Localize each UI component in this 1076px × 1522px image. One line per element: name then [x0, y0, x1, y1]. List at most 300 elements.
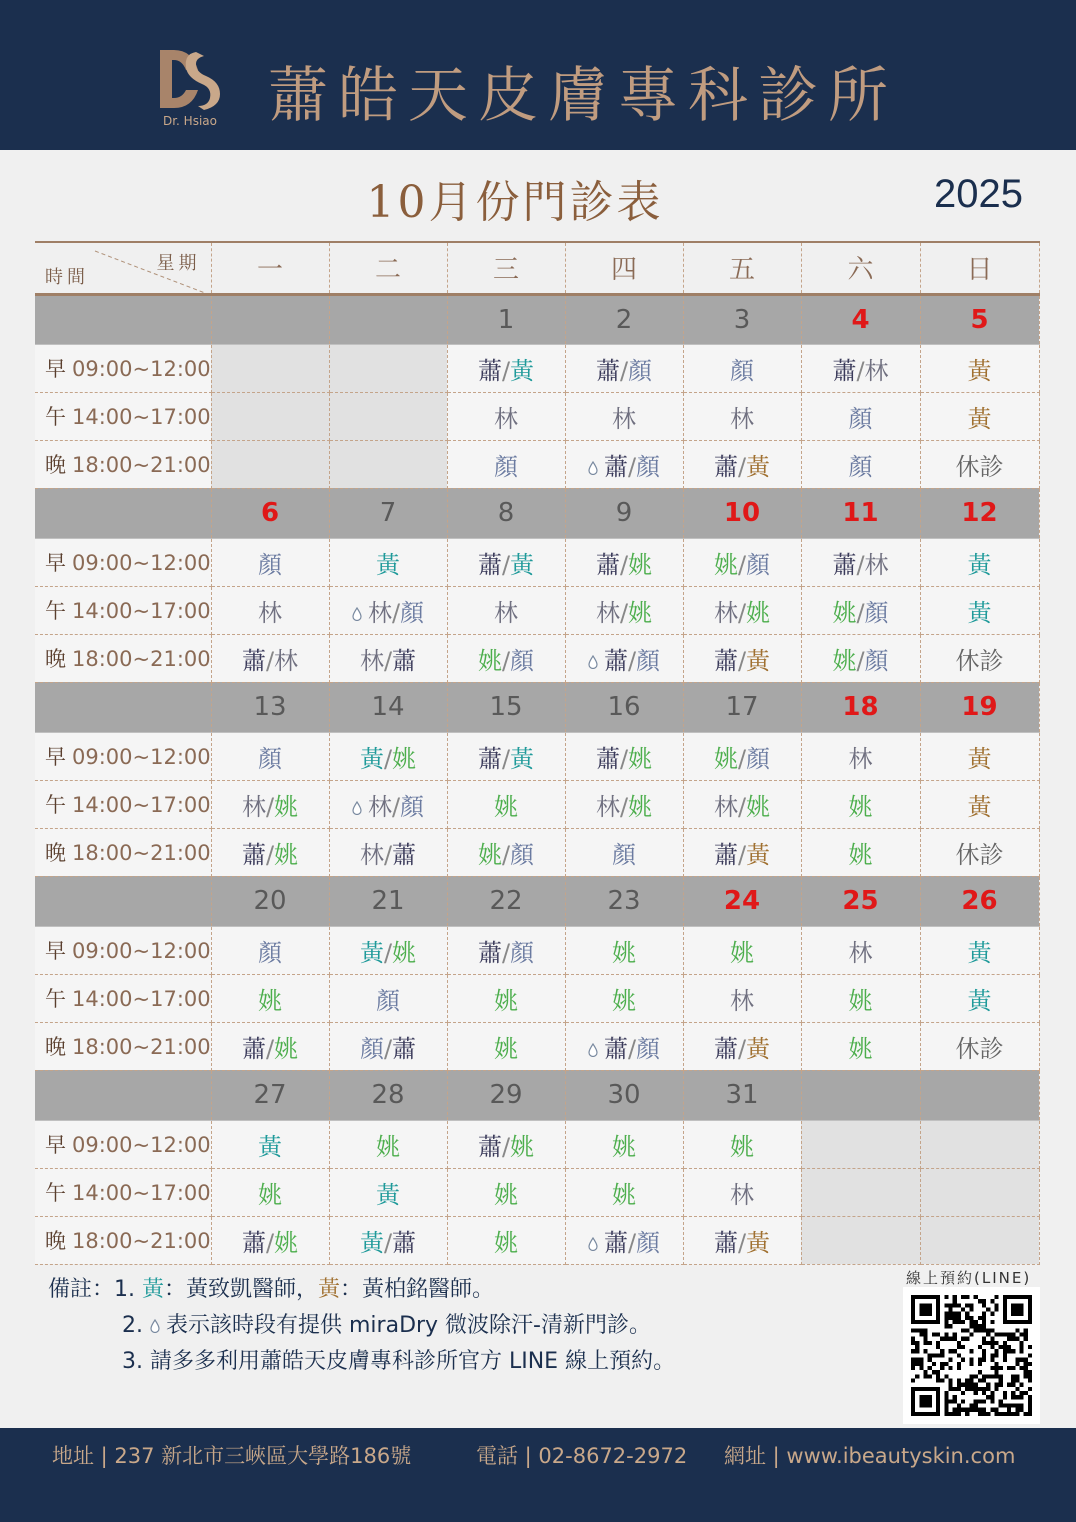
doctor-name: 顏 — [636, 1034, 661, 1063]
slot-time: 18:00~21:00 — [72, 1229, 211, 1253]
schedule-cell — [565, 538, 683, 586]
doctor-name: 林 — [359, 840, 384, 869]
schedule-cell — [920, 634, 1039, 682]
doctor-name: 黃 — [510, 356, 535, 385]
doctor-name: 姚 — [612, 1180, 636, 1209]
doctor-name: 顏 — [510, 938, 535, 967]
date-cell: 5 — [920, 294, 1039, 344]
doctor-name: 林 — [494, 598, 518, 627]
line-qr-code[interactable] — [903, 1287, 1040, 1424]
doctor-name: 黃 — [746, 840, 771, 869]
time-slot-label — [35, 1168, 211, 1216]
schedule-cell — [565, 732, 683, 780]
closed-label: 休診 — [955, 1034, 1004, 1063]
slot-name: 午 — [45, 405, 66, 429]
doctor-name: 姚 — [832, 646, 857, 675]
footer-website[interactable]: 網址 | www.ibeautyskin.com — [724, 1444, 1016, 1468]
schedule-cell — [683, 1216, 801, 1264]
time-slot-label — [35, 392, 211, 440]
schedule-cell — [211, 1120, 329, 1168]
doctor-name: 顏 — [510, 840, 535, 869]
time-slot-label — [35, 538, 211, 586]
schedule-cell — [683, 586, 801, 634]
doctor-name: 黃 — [967, 404, 992, 433]
schedule-cell — [447, 780, 565, 828]
empty-cell — [920, 1168, 1039, 1216]
slot-name: 早 — [45, 551, 66, 575]
date-cell: 16 — [565, 682, 683, 732]
doctor-name: 姚 — [628, 550, 653, 579]
schedule-cell — [565, 1168, 683, 1216]
doctor-name: 顏 — [258, 938, 282, 967]
separator: / — [501, 550, 511, 579]
date-row — [35, 876, 1039, 926]
note-line-3: 3. 請多多利用蕭皓天皮膚專科診所官方 LINE 線上預約。 — [122, 1349, 676, 1374]
weekday-header-row — [35, 242, 1039, 294]
schedule-cell — [211, 828, 329, 876]
date-row-spacer — [35, 682, 211, 732]
separator: / — [265, 1034, 275, 1063]
doctor-name: 林 — [730, 986, 754, 1015]
separator: / — [619, 744, 629, 773]
slot-name: 午 — [45, 599, 66, 623]
schedule-cell — [447, 828, 565, 876]
schedule-cell — [683, 538, 801, 586]
time-slot-row — [35, 634, 1039, 682]
year-label: 2025 — [934, 172, 1023, 216]
schedule-cell — [329, 1168, 447, 1216]
schedule-cell — [329, 974, 447, 1022]
footer-address: 地址 | 237 新北市三峽區大學路186號 — [52, 1444, 412, 1468]
slot-name: 早 — [45, 357, 66, 381]
qr-label: 線上預約(LINE) — [906, 1269, 1032, 1287]
doctor-name: 蕭 — [595, 356, 620, 385]
schedule-cell — [801, 586, 920, 634]
separator: / — [383, 744, 393, 773]
slot-time: 18:00~21:00 — [72, 453, 211, 477]
empty-cell — [329, 344, 447, 392]
corner-time-label: 時間 — [45, 266, 89, 288]
doctor-name: 黃 — [967, 744, 992, 773]
schedule-title — [0, 166, 1040, 230]
doctor-name: 蕭 — [241, 646, 266, 675]
date-cell: 11 — [801, 488, 920, 538]
schedule-cell — [329, 586, 447, 634]
corner-cell — [35, 242, 211, 294]
doctor-name: 林 — [713, 598, 738, 627]
date-row-spacer — [35, 1070, 211, 1120]
doctor-name: 黃 — [967, 986, 992, 1015]
schedule-cell — [447, 1216, 565, 1264]
doctor-name: 蕭 — [241, 1228, 266, 1257]
doctor-name: 蕭 — [477, 744, 502, 773]
weekday-thu: 四 — [565, 242, 683, 294]
schedule-cell — [211, 1216, 329, 1264]
schedule-cell — [801, 732, 920, 780]
separator: / — [737, 646, 747, 675]
empty-cell — [801, 1120, 920, 1168]
date-cell: 8 — [447, 488, 565, 538]
time-slot-label — [35, 586, 211, 634]
doctor-name: 黃 — [967, 598, 992, 627]
date-cell: 22 — [447, 876, 565, 926]
weekday-tue: 二 — [329, 242, 447, 294]
doctor-name: 姚 — [274, 840, 299, 869]
separator: / — [627, 1034, 637, 1063]
doctor-name: 姚 — [848, 1034, 873, 1063]
note-line-1 — [48, 1272, 675, 1308]
doctor-name: 顏 — [730, 356, 754, 385]
doctor-name: 姚 — [628, 744, 653, 773]
doctor-name: 黃 — [510, 744, 535, 773]
date-cell: 17 — [683, 682, 801, 732]
slot-name: 午 — [45, 793, 66, 817]
doctor-name: 黃 — [967, 356, 992, 385]
doctor-name: 姚 — [477, 646, 502, 675]
header-bar — [0, 0, 1076, 150]
doctor-name: 黃 — [746, 1034, 771, 1063]
separator: / — [737, 744, 747, 773]
schedule-cell — [447, 974, 565, 1022]
date-cell: 19 — [920, 682, 1039, 732]
date-row — [35, 294, 1039, 344]
doctor-name: 林 — [258, 598, 282, 627]
separator: / — [737, 452, 747, 481]
empty-cell — [211, 344, 329, 392]
schedule-cell — [211, 926, 329, 974]
doctor-name: 黃 — [359, 744, 384, 773]
doctor-name: 姚 — [258, 1180, 282, 1209]
separator: / — [501, 646, 511, 675]
date-cell: 24 — [683, 876, 801, 926]
doctor-name: 林 — [595, 598, 620, 627]
date-cell: 23 — [565, 876, 683, 926]
date-cell: 3 — [683, 294, 801, 344]
schedule-cell — [920, 586, 1039, 634]
doctor-name: 蕭 — [713, 1034, 738, 1063]
doctor-name: 顏 — [746, 744, 771, 773]
schedule-cell — [683, 1022, 801, 1070]
date-cell — [801, 1070, 920, 1120]
schedule-cell — [329, 732, 447, 780]
doctor-name: 顏 — [636, 452, 661, 481]
doctor-name: 林 — [367, 792, 392, 821]
doctor-name: 顏 — [400, 792, 425, 821]
doctor-name: 蕭 — [477, 356, 502, 385]
doctor-name: 蕭 — [477, 1132, 502, 1161]
schedule-cell — [683, 634, 801, 682]
doctor-name: 林 — [848, 938, 873, 967]
schedule-cell — [447, 586, 565, 634]
doctor-name: 林 — [367, 598, 392, 627]
doctor-name: 林 — [730, 404, 754, 433]
schedule-cell — [211, 780, 329, 828]
doctor-name: 蕭 — [603, 646, 628, 675]
slot-name: 晚 — [45, 647, 66, 671]
schedule-cell — [565, 440, 683, 488]
doctor-name: 顏 — [848, 452, 873, 481]
clinic-name: 蕭皓天皮膚專科診所 — [268, 61, 898, 131]
doctor-name: 蕭 — [713, 646, 738, 675]
doctor-name: 姚 — [746, 792, 771, 821]
date-cell: 10 — [683, 488, 801, 538]
schedule-cell — [920, 344, 1039, 392]
water-drop-icon — [150, 1319, 160, 1333]
doctor-name: 姚 — [494, 792, 518, 821]
doctor-name: 林 — [713, 792, 738, 821]
schedule-cell — [447, 1022, 565, 1070]
slot-time: 09:00~12:00 — [72, 357, 211, 381]
schedule-cell — [565, 344, 683, 392]
separator: / — [265, 1228, 275, 1257]
schedule-cell — [683, 732, 801, 780]
time-slot-row — [35, 974, 1039, 1022]
doctor-name: 姚 — [612, 938, 636, 967]
date-cell: 30 — [565, 1070, 683, 1120]
doctor-name: 林 — [848, 744, 873, 773]
doctor-name: 黃 — [258, 1132, 282, 1161]
slot-name: 早 — [45, 939, 66, 963]
schedule-cell — [329, 538, 447, 586]
date-cell: 25 — [801, 876, 920, 926]
time-slot-label — [35, 780, 211, 828]
doctor-name: 姚 — [376, 1132, 400, 1161]
doctor-name: 林 — [274, 646, 299, 675]
slot-time: 14:00~17:00 — [72, 987, 211, 1011]
doctor-name: 黃 — [359, 938, 384, 967]
schedule-cell — [211, 634, 329, 682]
weekday-mon: 一 — [211, 242, 329, 294]
closed-label: 休診 — [955, 840, 1004, 869]
schedule-cell — [565, 1022, 683, 1070]
schedule-cell — [447, 1120, 565, 1168]
doctor-name: 林 — [494, 404, 518, 433]
schedule-cell — [683, 344, 801, 392]
date-cell: 2 — [565, 294, 683, 344]
schedule-cell — [447, 926, 565, 974]
schedule-cell — [447, 440, 565, 488]
schedule-cell — [920, 392, 1039, 440]
separator: / — [391, 598, 401, 627]
slot-time: 18:00~21:00 — [72, 647, 211, 671]
schedule-cell — [211, 1168, 329, 1216]
date-row — [35, 488, 1039, 538]
separator: / — [856, 550, 865, 579]
time-slot-label — [35, 1120, 211, 1168]
doctor-name: 姚 — [274, 792, 299, 821]
schedule-cell — [920, 1022, 1039, 1070]
date-cell: 29 — [447, 1070, 565, 1120]
empty-cell — [801, 1216, 920, 1264]
doctor-name: 姚 — [848, 792, 873, 821]
time-slot-row — [35, 1168, 1039, 1216]
doctor-name: 蕭 — [477, 550, 502, 579]
schedule-cell — [801, 926, 920, 974]
schedule-cell — [447, 1168, 565, 1216]
separator: / — [501, 356, 511, 385]
date-cell: 7 — [329, 488, 447, 538]
note-2-number: 2. — [122, 1313, 143, 1338]
doctor-name: 黃 — [376, 1180, 400, 1209]
doctor-name: 顏 — [864, 646, 889, 675]
weekday-wed: 三 — [447, 242, 565, 294]
separator: / — [737, 550, 747, 579]
doctor-name: 顏 — [258, 550, 282, 579]
time-slot-label — [35, 1216, 211, 1264]
water-drop-icon — [588, 1237, 598, 1251]
empty-cell — [329, 392, 447, 440]
doctor-name: 黃 — [746, 646, 771, 675]
water-drop-icon — [588, 461, 598, 475]
schedule-cell — [683, 828, 801, 876]
empty-cell — [211, 392, 329, 440]
separator: / — [856, 356, 865, 385]
separator: / — [265, 840, 275, 869]
schedule-cell — [801, 538, 920, 586]
clinic-logo — [152, 44, 228, 134]
separator: / — [619, 356, 629, 385]
schedule-cell — [329, 1120, 447, 1168]
doctor-name: 顏 — [628, 356, 653, 385]
time-slot-label — [35, 926, 211, 974]
separator: / — [627, 452, 637, 481]
separator: / — [501, 744, 511, 773]
note-prefix: 備註：1. — [48, 1277, 135, 1302]
time-slot-row — [35, 1216, 1039, 1264]
doctor-name: 黃 — [376, 550, 400, 579]
slot-name: 晚 — [45, 841, 66, 865]
separator: / — [383, 1228, 393, 1257]
separator: / — [501, 938, 511, 967]
schedule-body — [35, 294, 1039, 1264]
separator: / — [737, 792, 747, 821]
schedule-table — [35, 241, 1040, 1265]
doctor-name: 姚 — [628, 598, 653, 627]
slot-time: 09:00~12:00 — [72, 1133, 211, 1157]
doctor-name: 姚 — [848, 986, 873, 1015]
slot-time: 09:00~12:00 — [72, 939, 211, 963]
doctor-name: 蕭 — [603, 1228, 628, 1257]
time-slot-row — [35, 344, 1039, 392]
water-drop-icon — [352, 801, 362, 815]
doctor-name: 姚 — [494, 986, 518, 1015]
doctor-name: 姚 — [258, 986, 282, 1015]
separator: / — [856, 646, 865, 675]
time-slot-row — [35, 538, 1039, 586]
doctor-name: 顏 — [612, 840, 636, 869]
separator: / — [501, 840, 511, 869]
doctor-name: 蕭 — [392, 840, 417, 869]
date-cell: 18 — [801, 682, 920, 732]
note-huang-brown-desc: ：黃柏銘醫師。 — [340, 1277, 495, 1302]
slot-time: 14:00~17:00 — [72, 405, 211, 429]
separator: / — [737, 1228, 747, 1257]
schedule-cell — [683, 974, 801, 1022]
time-slot-row — [35, 1022, 1039, 1070]
closed-label: 休診 — [955, 452, 1004, 481]
date-cell — [329, 294, 447, 344]
doctor-name: 顏 — [258, 744, 282, 773]
slot-time: 18:00~21:00 — [72, 1035, 211, 1059]
date-row-spacer — [35, 488, 211, 538]
doctor-name: 顏 — [359, 1034, 384, 1063]
date-cell: 28 — [329, 1070, 447, 1120]
time-slot-row — [35, 440, 1039, 488]
doctor-name: 蕭 — [832, 550, 857, 579]
schedule-cell — [683, 1120, 801, 1168]
schedule-cell — [801, 634, 920, 682]
doctor-name: 姚 — [392, 938, 417, 967]
date-cell — [211, 294, 329, 344]
slot-name: 晚 — [45, 1035, 66, 1059]
schedule-cell — [329, 828, 447, 876]
time-slot-label — [35, 828, 211, 876]
doctor-name: 林 — [864, 356, 889, 385]
date-cell: 12 — [920, 488, 1039, 538]
separator: / — [627, 646, 637, 675]
logo-text: Dr. Hsiao — [162, 114, 217, 128]
date-cell: 21 — [329, 876, 447, 926]
doctor-name: 姚 — [730, 938, 754, 967]
separator: / — [619, 550, 629, 579]
note-huang-teal: 黃 — [142, 1277, 165, 1302]
separator: / — [627, 1228, 637, 1257]
slot-name: 晚 — [45, 453, 66, 477]
doctor-name: 蕭 — [713, 1228, 738, 1257]
doctor-name: 顏 — [636, 646, 661, 675]
schedule-cell — [565, 586, 683, 634]
separator: / — [737, 598, 747, 627]
time-slot-label — [35, 634, 211, 682]
note-huang-teal-desc: ：黃致凱醫師， — [164, 1277, 319, 1302]
schedule-cell — [447, 392, 565, 440]
schedule-cell — [565, 1216, 683, 1264]
doctor-name: 林 — [359, 646, 384, 675]
schedule-cell — [329, 780, 447, 828]
schedule-cell — [565, 974, 683, 1022]
date-cell: 4 — [801, 294, 920, 344]
slot-time: 18:00~21:00 — [72, 841, 211, 865]
date-cell: 26 — [920, 876, 1039, 926]
note-2-text: 表示該時段有提供 miraDry 微波除汗-清新門診。 — [166, 1313, 652, 1338]
doctor-name: 蕭 — [392, 646, 417, 675]
date-cell: 6 — [211, 488, 329, 538]
qr-code-icon — [911, 1295, 1032, 1416]
schedule-cell — [920, 926, 1039, 974]
doctor-name: 姚 — [392, 744, 417, 773]
corner-weekday-label: 星期 — [156, 253, 201, 274]
schedule-cell — [329, 926, 447, 974]
schedule-cell — [565, 1120, 683, 1168]
water-drop-icon — [588, 655, 598, 669]
doctor-name: 姚 — [628, 792, 653, 821]
doctor-name: 蕭 — [241, 840, 266, 869]
schedule-cell — [801, 392, 920, 440]
doctor-name: 黃 — [967, 792, 992, 821]
doctor-name: 蕭 — [392, 1034, 417, 1063]
doctor-name: 蕭 — [603, 452, 628, 481]
time-slot-label — [35, 344, 211, 392]
month-title: 10月份門診表 — [366, 177, 664, 228]
date-row-spacer — [35, 294, 211, 344]
schedule-cell — [920, 732, 1039, 780]
date-cell: 13 — [211, 682, 329, 732]
doctor-name: 黃 — [746, 452, 771, 481]
doctor-name: 蕭 — [241, 1034, 266, 1063]
schedule-cell — [920, 780, 1039, 828]
schedule-cell — [211, 538, 329, 586]
schedule-cell — [801, 440, 920, 488]
